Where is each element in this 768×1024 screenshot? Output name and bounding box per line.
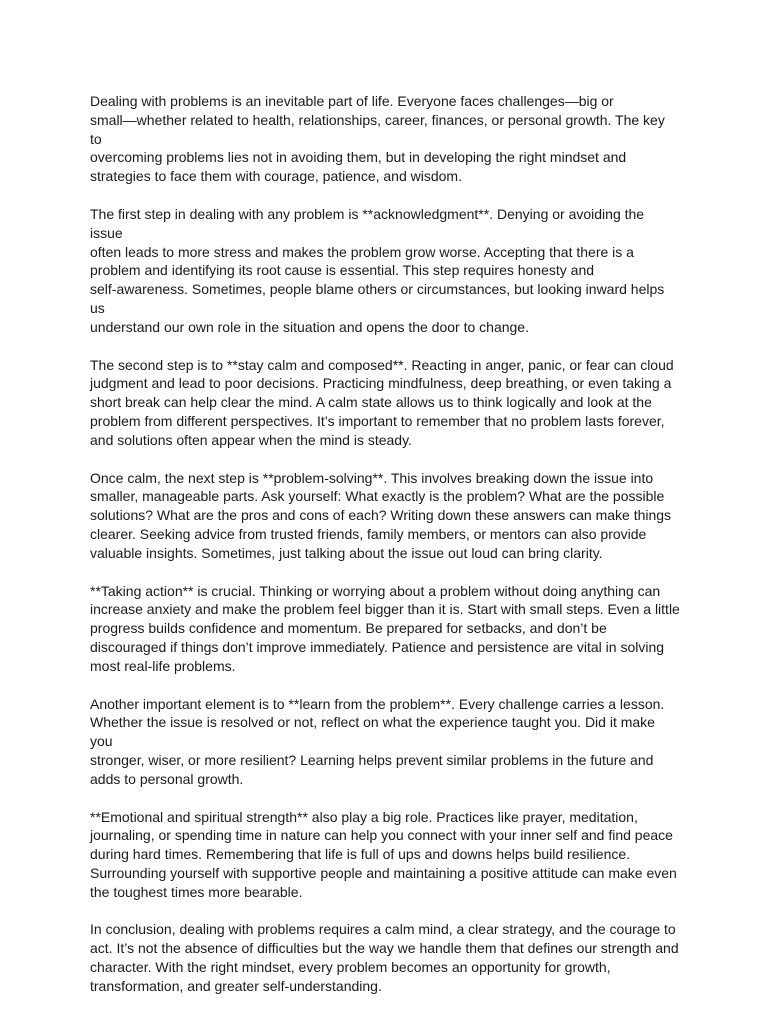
- paragraph-intro: Dealing with problems is an inevitable part of life. Everyone faces challenges—big or small—whether related to health, relationships, career, finances, or personal growth. The key to overcoming problems lies not in avoiding them, but in developing the right mindset and strategies to face them with courage, patience, and wisdom.: [90, 93, 665, 185]
- paragraph-problem-solving: Once calm, the next step is **problem-solving**. This involves breaking down the issue into smaller, manageable parts. Ask yourself: What exactly is the problem? What are the possible solutions? What are the pros and cons of each? Writing down these answers can make things clearer. Seeking advice from trusted friends, family members, or mentors can also provide valuable insights. Sometimes, just talking about the issue out loud can bring clarity.: [90, 469, 672, 561]
- paragraph-stay-calm: The second step is to **stay calm and composed**. Reacting in anger, panic, or fear can cloud judgment and lead to poor decisions. Practicing mindfulness, deep breathing, or even taking a short break can help clear the mind. A calm state allows us to think logically and look at the problem from different perspectives. It’s important to remember that no problem lasts forever, and solutions often appear when the mind is steady.: [90, 356, 674, 448]
- paragraph-taking-action: **Taking action** is crucial. Thinking or worrying about a problem without doing anything can increase anxiety and make the problem feel bigger than it is. Start with small steps. Even a little progress builds confidence and momentum. Be prepared for setbacks, and don’t be discouraged if things don’t improve immediately. Patience and persistence are vital in solving most real-life problems.: [90, 582, 680, 674]
- paragraph-conclusion: In conclusion, dealing with problems requires a calm mind, a clear strategy, and the courage to act. It’s not the absence of difficulties but the way we handle them that defines our strength and character. With the right mindset, every problem becomes an opportunity for growth, transformation, and greater self-understanding.: [90, 921, 679, 994]
- paragraph-learn-from-problem: Another important element is to **learn from the problem**. Every challenge carries a lesson. Whether the issue is resolved or not, reflect on what the experience taught you. Did it make you stronger, wiser, or more resilient? Learning helps prevent similar problems in the future and adds to personal growth.: [90, 695, 665, 787]
- document-body: [90, 92, 680, 1015]
- paragraph-acknowledgment: The first step in dealing with any problem is **acknowledgment**. Denying or avoiding the issue often leads to more stress and makes the problem grow worse. Accepting that there is a problem and identifying its root cause is essential. This step requires honesty and self-awareness. Sometimes, people blame others or circumstances, but looking inward helps us understand our own role in the situation and opens the door to change.: [90, 205, 665, 335]
- paragraph-emotional-strength: **Emotional and spiritual strength** also play a big role. Practices like prayer, meditation, journaling, or spending time in nature can help you connect with your inner self and find peace during hard times. Remembering that life is full of ups and downs helps build resilience. Surrounding yourself with supportive people and maintaining a positive attitude can make even the toughest times more bearable.: [90, 808, 677, 900]
